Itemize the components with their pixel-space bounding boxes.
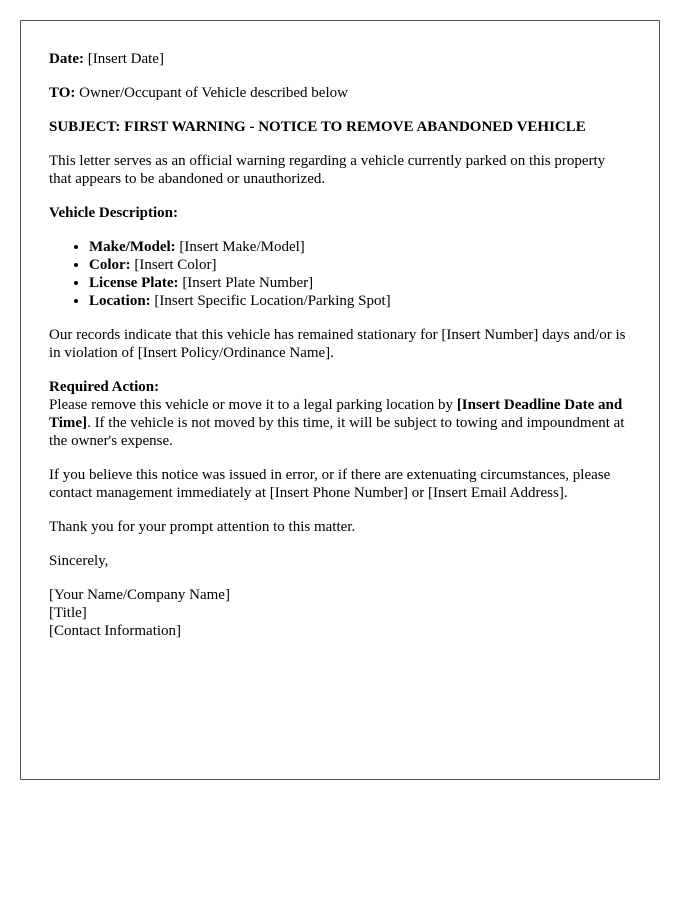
item-label: License Plate: (89, 275, 179, 291)
action-paragraph (49, 378, 631, 450)
signature-contact: [Contact Information] (49, 623, 182, 639)
date-value: [Insert Date] (83, 51, 164, 67)
list-item (89, 292, 631, 310)
to-label: TO: (49, 85, 76, 101)
list-item (89, 274, 631, 292)
date-label: Date: (49, 51, 84, 67)
action-deadline: [Insert Deadline Date and Time] (49, 397, 623, 431)
records-paragraph: Our records indicate that this vehicle has remained stationary for [Insert Number] days and/or is in violation of [Insert Policy/Ordinance Name]. (49, 327, 626, 361)
subject-text: SUBJECT: FIRST WARNING - NOTICE TO REMOVE ABANDONED VEHICLE (49, 119, 586, 135)
to-value: Owner/Occupant of Vehicle described below (75, 85, 348, 101)
list-item (89, 238, 631, 256)
signature-name: [Your Name/Company Name] (49, 587, 230, 603)
letter-page (20, 20, 660, 780)
item-value: [Insert Make/Model] (175, 239, 305, 255)
vehicle-heading: Vehicle Description: (49, 205, 179, 221)
closing-line: Sincerely, (49, 553, 109, 569)
action-text-after: . If the vehicle is not moved by this time, it will be subject to towing and impoundment at the owner's expense. (49, 415, 625, 449)
subject-line (49, 118, 631, 136)
action-heading: Required Action: (49, 379, 160, 395)
signature-block (49, 586, 631, 640)
list-item (89, 256, 631, 274)
vehicle-list (49, 238, 631, 310)
item-label: Location: (89, 293, 151, 309)
intro-paragraph: This letter serves as an official warning regarding a vehicle currently parked on this property that appears to be abandoned or unauthorized. (49, 153, 606, 187)
thanks-paragraph: Thank you for your prompt attention to this matter. (49, 519, 356, 535)
item-value: [Insert Plate Number] (178, 275, 314, 291)
item-value: [Insert Color] (130, 257, 217, 273)
item-label: Make/Model: (89, 239, 176, 255)
date-line (49, 50, 631, 68)
to-line (49, 84, 631, 102)
action-text-before: Please remove this vehicle or move it to a legal parking location by (49, 397, 457, 413)
signature-title: [Title] (49, 605, 87, 621)
item-label: Color: (89, 257, 131, 273)
error-paragraph: If you believe this notice was issued in error, or if there are extenuating circumstances, please contact management immediately at [Insert Phone Number] or [Insert Email Address]. (49, 467, 611, 501)
item-value: [Insert Specific Location/Parking Spot] (150, 293, 391, 309)
